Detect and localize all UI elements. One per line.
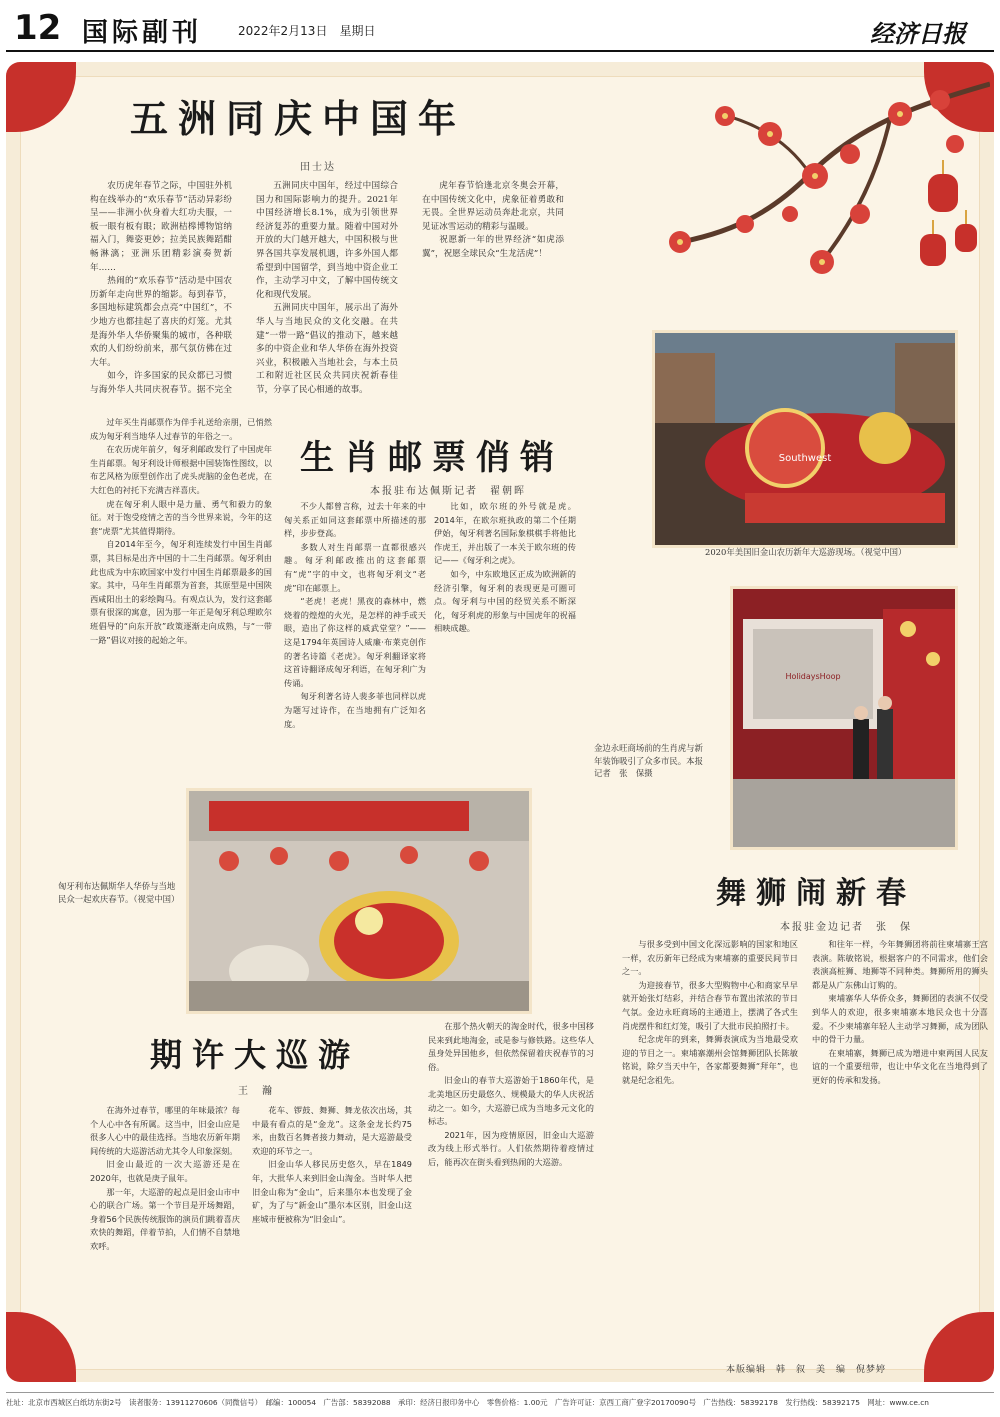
lion-article-column-1 xyxy=(622,938,798,1338)
paragraph: 自2014年至今，匈牙利连续发行中国生肖邮票，其目标是出齐中国的十二生肖邮票。匈牙利由此也成为中东欧国家中发行中国生肖邮票最多的国家。其中，马年生肖邮票为首套，其原型是中国陕西咸阳出土的彩绘陶马。有观点认为，发行这套邮票有很深的寓意，因为那一年正是匈牙利总理欧尔班倡导的“向东开放”政策逐渐走向成熟，与“一带一路”倡议对接的起始之年。 xyxy=(90,539,272,645)
paragraph: 花车、锣鼓、舞狮、舞龙依次出场，其中最有看点的是“金龙”。这条金龙长约75米，由数百名舞者接力舞动，是大巡游最受欢迎的环节之一。 xyxy=(252,1105,412,1156)
paragraph: 2021年，因为疫情原因，旧金山大巡游改为线上形式举行。人们依然期待着疫情过后，能再次在街头看到热闹的大巡游。 xyxy=(428,1129,594,1167)
tour-article-column-2 xyxy=(252,1104,412,1338)
paragraph: 农历虎年春节之际，中国驻外机构在线举办的“欢乐春节”活动异彩纷呈——非洲小伙身着大红功夫服，一板一眼有板有眼；欧洲桔槔博物馆纳福入门，舞姿更妙；拉美民族舞蹈酣畅淋漓；亚洲乐团精彩演奏贺新年…… xyxy=(90,181,232,273)
lion-dance-photo xyxy=(186,788,532,1014)
paragraph: 旧金山华人移民历史悠久，早在1849年，大批华人来到旧金山淘金。当时华人把旧金山称为“金山”，后来墨尔本也发现了金矿，为了与“新金山”墨尔本区别，旧金山这座城市便被称为“旧金山”。 xyxy=(252,1159,412,1224)
page-number: 12 xyxy=(14,8,62,48)
main-article-column-2 xyxy=(256,180,398,398)
paragraph: 那一年，大巡游的起点是旧金山市中心的联合广场。第一个节目是开场舞蹈，身着56个民族传统服饰的演员们跳着喜庆欢快的舞蹈，伴着节拍，人们情不自禁地欢呼。 xyxy=(90,1186,240,1251)
paragraph: 纪念虎年的到来，舞狮表演成为当地最受欢迎的节目之一。柬埔寨潮州会馆舞狮团队长陈敏铭说，除夕当天中午，各家都要舞狮“拜年”，也就是纪念祖先。 xyxy=(622,1034,798,1085)
lion-article-title: 舞狮闹新春 xyxy=(716,876,916,911)
mall-sign: HolidaysHoop xyxy=(785,672,841,681)
paragraph: 如今，许多国家的民众都已习惯与海外华人共同庆祝春节。据不完全 xyxy=(90,371,232,395)
paragraph: 五洲同庆中国年，经过中国综合国力和国际影响力的提升。2021年中国经济增长8.1%，成为引领世界经济复苏的重要力量。随着中国对外开放的大门越开越大，中国积极与世界各国共享发展机遇，许多外国人都希望到中国留学，到当地中资企业工作，主动学习中文，了解中国传统文化和现代发展。 xyxy=(256,181,398,300)
paragraph: “老虎！老虎！黑夜的森林中，燃烧着的煌煌的火光，是怎样的神手或天眼，造出了你这样的威武堂堂？”——这是1794年英国诗人威廉·布莱克创作的著名诗篇《老虎》。匈牙利翻译家将这首诗翻译成匈牙利语，在匈牙利广为传诵。 xyxy=(284,596,426,688)
paragraph: 和往年一样，今年舞狮团将前往柬埔寨王宫表演。陈敏铭说，根据客户的不同需求，他们会表演高桩狮、地狮等不同种类。舞狮所用的狮头都是从广东佛山订购的。 xyxy=(812,939,988,990)
paragraph: 多数人对生肖邮票一直都很感兴趣。匈牙利邮政推出的这套邮票有“虎”字的中文，也将匈牙利文“老虎”印在邮票上。 xyxy=(284,541,426,593)
main-article-title: 五洲同庆中国年 xyxy=(130,96,467,141)
stamps-article-column-1 xyxy=(90,416,272,788)
paragraph: 虎在匈牙利人眼中是力量、勇气和毅力的象征。对于饱受疫情之苦的当今世界来说，今年的这套“虎票”尤其值得期待。 xyxy=(90,498,272,536)
tour-article-column-1 xyxy=(90,1104,240,1338)
paragraph: 祝愿新一年的世界经济“如虎添翼”，祝愿全球民众“生龙活虎”！ xyxy=(422,235,564,259)
issue-date: 2022年2月13日 星期日 xyxy=(238,24,376,38)
main-article-column-1 xyxy=(90,180,232,398)
mall-photo xyxy=(730,586,958,850)
paragraph: 在那个热火朝天的淘金时代，很多中国移民来到此地淘金，或是参与修铁路。这些华人虽身处异国他乡，但依然保留着庆祝春节的习俗。 xyxy=(428,1021,594,1072)
paragraph: 在柬埔寨，舞狮已成为增进中柬两国人民友谊的一个重要纽带，也让中华文化在当地得到了更好的传承和发扬。 xyxy=(812,1047,988,1085)
tour-article-title: 期许大巡游 xyxy=(150,1036,361,1074)
mall-caption: 金边永旺商场前的生肖虎与新年装饰吸引了众多市民。本报记者 张 保摄 xyxy=(594,743,703,778)
paragraph: 旧金山最近的一次大巡游还是在2020年，也就是庚子鼠年。 xyxy=(90,1159,240,1183)
paragraph: 如今，中东欧地区正成为欧洲新的经济引擎，匈牙利的表现更是可圈可点。匈牙利与中国的经贸关系不断深化，匈牙利虎的形象与中国虎年的祝福相映成趣。 xyxy=(434,568,576,634)
editors-credit: 本版编辑 韩 叙 美 编 倪梦婷 xyxy=(726,1365,887,1375)
parade-photo xyxy=(652,330,958,548)
paragraph: 比如，欧尔班的外号就是虎。2014年，在欧尔班执政的第二个任期伊始，匈牙利著名国际象棋棋手将他比作虎王，并出版了一本关于欧尔班的传记——《匈牙利之虎》。 xyxy=(434,501,576,566)
parade-float-sign: Southwest xyxy=(778,453,832,464)
paragraph: 与很多受到中国文化深远影响的国家和地区一样，农历新年已经成为柬埔寨的重要民间节日之一。 xyxy=(622,939,798,977)
page-footer: 社址：北京市西城区白纸坊东街2号 读者服务：13911270606（同微信号） 邮编：100054 广告部：58392088 承印：经济日报印务中心 零售价格：1.00元 广告许可证：京西工商广登字20170090号 广告热线：58392178 发行热线：58392175 网址：www.ce.cn xyxy=(6,1392,994,1408)
paragraph: 不少人都曾言称，过去十年来的中匈关系正如同这套邮票中所描述的那样，步步登高。 xyxy=(284,501,426,539)
paragraph: 柬埔寨华人华侨众多，舞狮团的表演不仅受到华人的欢迎，很多柬埔寨本地民众也十分喜爱。不少柬埔寨年轻人主动学习舞狮，成为团队中的骨干力量。 xyxy=(812,993,988,1045)
paragraph: 五洲同庆中国年，展示出了海外华人与当地民众的文化交融。在共建“一带一路”倡议的推动下，越来越多的中资企业和华人华侨在海外投资兴业，积极融入当地社会，与本土员工和附近社区民众共同庆祝新春佳节，分享了民心相通的故事。 xyxy=(256,303,398,395)
masthead xyxy=(0,0,1000,52)
paragraph: 匈牙利著名诗人裴多菲也同样以虎为题写过诗作，在当地拥有广泛知名度。 xyxy=(284,691,426,729)
paragraph: 虎年春节恰逢北京冬奥会开幕，在中国传统文化中，虎象征着勇敢和无畏。全世界运动员奔赴北京，共同见证冰雪运动的精彩与温暖。 xyxy=(422,181,564,232)
tour-article-author: 王 瀚 xyxy=(238,1086,274,1097)
stamps-article-byline: 本报驻布达佩斯记者 翟朝晖 xyxy=(370,486,526,497)
stamps-article-title: 生肖邮票俏销 xyxy=(300,438,564,478)
header-rule xyxy=(6,50,994,52)
paragraph: 过年买生肖邮票作为伴手礼送给亲朋，已悄然成为匈牙利当地华人过春节的年俗之一。 xyxy=(90,417,272,441)
paragraph: 在海外过春节，哪里的年味最浓？每个人心中各有所属。这当中，旧金山应是很多人心中的最佳选择。当地农历新年期间传统的大巡游活动尤其令人印象深刻。 xyxy=(90,1105,240,1156)
paragraph: 热闹的“欢乐春节”活动是中国农历新年走向世界的缩影。每到春节，多国地标建筑都会点亮“中国红”，不少地方也都挂起了喜庆的灯笼。尤其是海外华人华侨聚集的城市，各种联欢的人们纷纷前来，那气氛仿佛在过大年。 xyxy=(90,276,232,368)
lion-dance-caption: 匈牙利布达佩斯华人华侨与当地民众一起欢庆春节。（视觉中国） xyxy=(58,881,180,904)
lion-article-column-2 xyxy=(812,938,988,1338)
main-article-author: 田士达 xyxy=(300,162,336,173)
plum-blossom-illustration xyxy=(560,64,990,344)
stamps-article-column-3 xyxy=(434,500,576,788)
paragraph: 旧金山的春节大巡游始于1860年代，是北美地区历史最悠久、规模最大的华人庆祝活动之一。如今，大巡游已成为当地多元文化的标志。 xyxy=(428,1075,594,1127)
tour-article-column-3 xyxy=(428,1020,594,1338)
main-article-column-3 xyxy=(422,180,564,398)
lion-article-byline: 本报驻金边记者 张 保 xyxy=(780,922,912,933)
stamps-article-column-2 xyxy=(284,500,426,788)
paragraph: 在农历虎年前夕，匈牙利邮政发行了中国虎年生肖邮票。匈牙利设计师根据中国装饰性图纹，以布艺风格为原型创作出了虎头虎脑的金色老虎，在大红色的衬托下充满吉祥喜庆。 xyxy=(90,444,272,495)
paragraph: 为迎接春节，很多大型购物中心和商家早早就开始张灯结彩，并结合春节布置出浓浓的节日气氛。金边永旺商场的主通道上，摆满了各式生肖虎摆件和红灯笼，吸引了大批市民拍照打卡。 xyxy=(622,979,798,1031)
parade-caption: 2020年美国旧金山农历新年大巡游现场。（视觉中国） xyxy=(705,547,907,557)
section-title: 国际副刊 xyxy=(82,18,203,48)
newspaper-logo: 经济日报 xyxy=(870,19,966,48)
